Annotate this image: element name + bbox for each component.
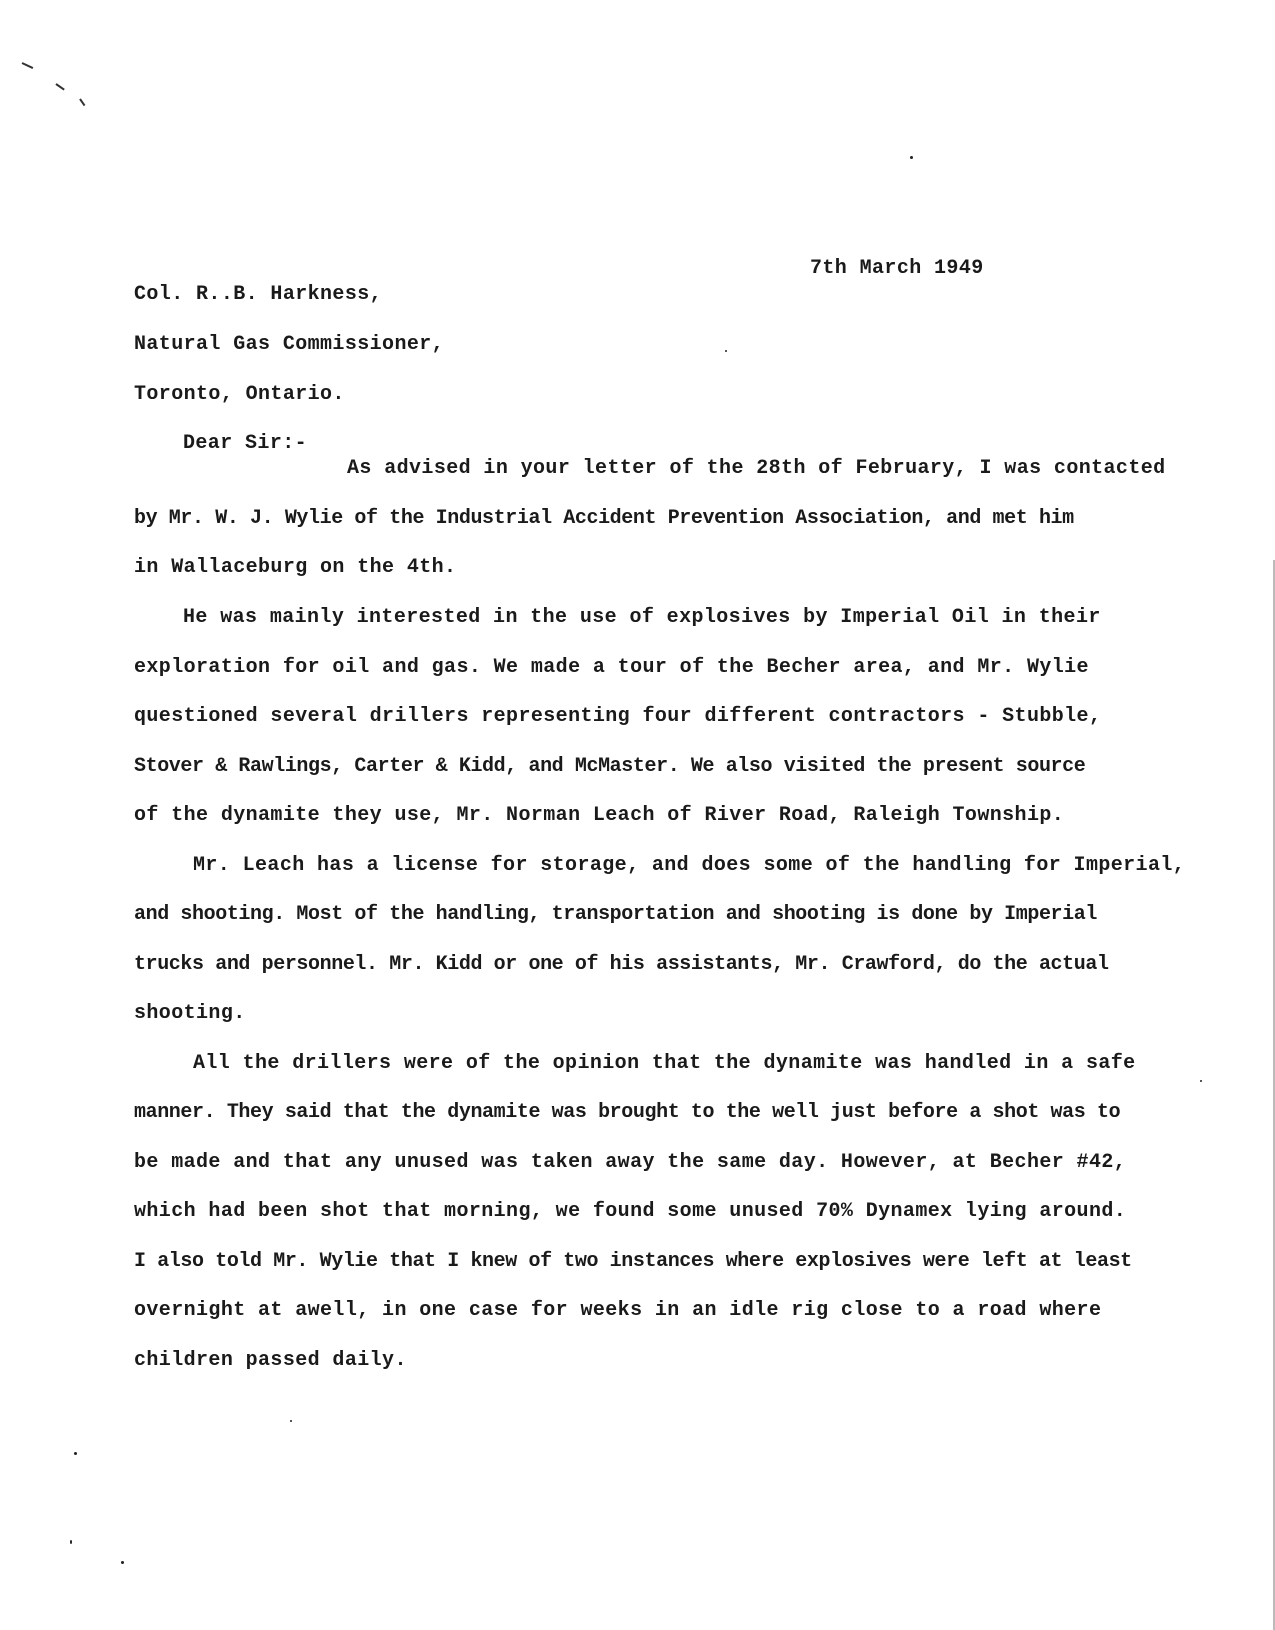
body-line: Stover & Rawlings, Carter & Kidd, and McMaster. We also visited the present source [134, 755, 1086, 778]
body-line: manner. They said that the dynamite was brought to the well just before a shot was to [134, 1101, 1121, 1124]
salutation: Dear Sir:- [183, 432, 308, 455]
recipient-location: Toronto, Ontario. [134, 383, 345, 406]
scan-speck [725, 350, 727, 352]
recipient-title: Natural Gas Commissioner, [134, 333, 445, 356]
scan-speck [910, 156, 913, 159]
body-line: be made and that any unused was taken away the same day. However, at Becher #42, [134, 1151, 1127, 1174]
body-line: He was mainly interested in the use of explosives by Imperial Oil in their [183, 606, 1101, 629]
body-line: As advised in your letter of the 28th of February, I was contacted [347, 457, 1166, 480]
body-line: I also told Mr. Wylie that I knew of two instances where explosives were left at least [134, 1250, 1132, 1273]
body-line: in Wallaceburg on the 4th. [134, 556, 457, 579]
scan-speck [121, 1561, 124, 1564]
body-line: Mr. Leach has a license for storage, and does some of the handling for Imperial, [193, 854, 1186, 877]
body-line: overnight at awell, in one case for weeks in an idle rig close to a road where [134, 1299, 1102, 1322]
scan-speck [70, 1540, 72, 1544]
body-line: trucks and personnel. Mr. Kidd or one of his assistants, Mr. Crawford, do the actual [134, 953, 1109, 976]
body-line: children passed daily. [134, 1349, 407, 1372]
letter-date: 7th March 1949 [810, 257, 984, 280]
scan-speck [1200, 1080, 1202, 1082]
body-line: exploration for oil and gas. We made a tour of the Becher area, and Mr. Wylie [134, 656, 1089, 679]
scan-mark [79, 98, 85, 106]
body-line: of the dynamite they use, Mr. Norman Leach of River Road, Raleigh Township. [134, 804, 1065, 827]
body-line: and shooting. Most of the handling, transportation and shooting is done by Imperial [134, 903, 1097, 926]
body-line: shooting. [134, 1002, 246, 1025]
recipient-name: Col. R..B. Harkness, [134, 283, 383, 306]
scan-mark [55, 83, 64, 90]
body-line: questioned several drillers representing four different contractors - Stubble, [134, 705, 1102, 728]
body-line: by Mr. W. J. Wylie of the Industrial Accident Prevention Association, and met him [134, 507, 1074, 530]
body-line: which had been shot that morning, we found some unused 70% Dynamex lying around. [134, 1200, 1127, 1223]
scan-speck [290, 1420, 292, 1422]
scan-speck [74, 1452, 77, 1455]
scan-mark [22, 62, 34, 69]
body-line: All the drillers were of the opinion that the dynamite was handled in a safe [193, 1052, 1136, 1075]
